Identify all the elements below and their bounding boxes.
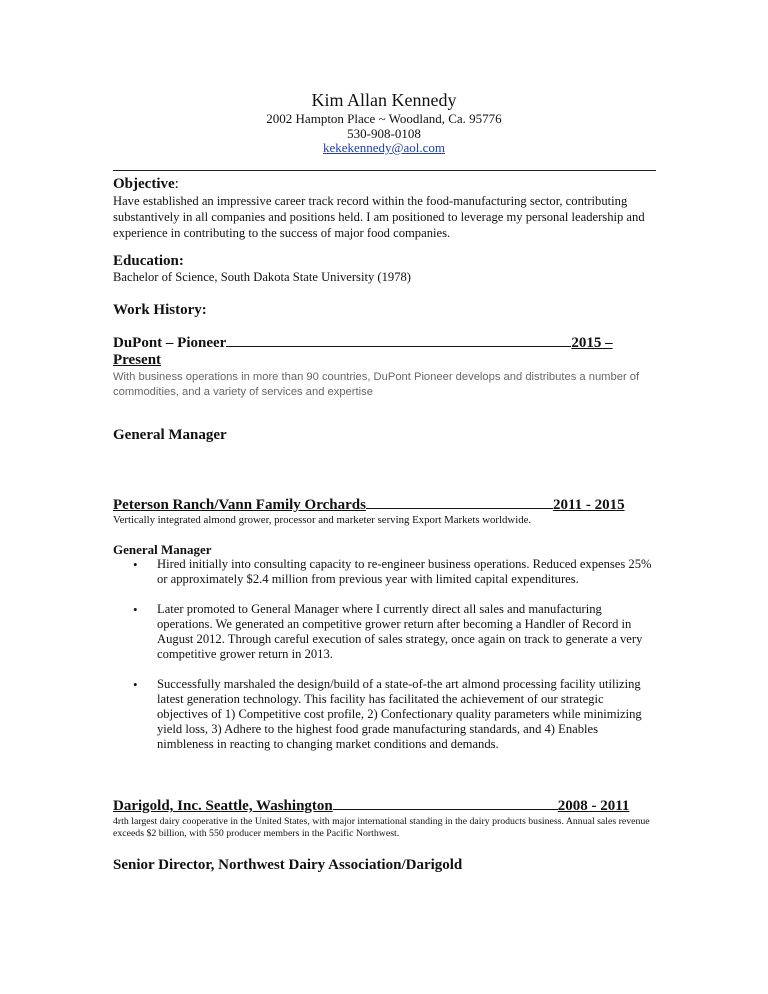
education-heading: Education:: [113, 253, 184, 269]
list-item-text: Hired initially into consulting capacity to re-engineer business operations. Reduced expenses 25% or approximately $2.4 million from previous year with limited capital expenditures.: [157, 557, 652, 586]
bullet-dot-icon: •: [133, 677, 138, 692]
job-description: Vertically integrated almond grower, processor and marketer serving Export Markets worldwide.: [113, 514, 532, 526]
list-item: [133, 677, 653, 752]
objective-text: Have established an impressive career track record within the food-manufacturing sector, contributing substantively in all companies and positions held. I am positioned to leverage my personal leadership and experience in contributing to the success of major food companies.: [113, 194, 645, 240]
job-dates-cont: Present: [113, 352, 162, 368]
list-item: [133, 602, 653, 662]
address: 2002 Hampton Place ~ Woodland, Ca. 95776: [266, 111, 502, 126]
job-role: Senior Director, Northwest Dairy Association/Darigold: [113, 857, 463, 873]
list-item: [133, 557, 653, 587]
phone: 530-908-0108: [347, 126, 421, 141]
job-role: General Manager: [113, 427, 227, 443]
job-dates: 2011 - 2015: [552, 497, 625, 513]
job-header-darigold: [113, 798, 653, 815]
underline-fill: [366, 507, 553, 509]
job-company: Peterson Ranch/Vann Family Orchards: [113, 497, 366, 513]
candidate-name: Kim Allan Kennedy: [311, 90, 457, 110]
underline-fill: [226, 345, 571, 347]
job-company: DuPont – Pioneer: [113, 335, 227, 351]
job-dates: 2015 –: [571, 335, 613, 351]
job-description: With business operations in more than 90 countries, DuPont Pioneer develops and distributes a number of commodities, and a variety of services and expertise: [113, 371, 640, 398]
bullet-dot-icon: •: [133, 602, 138, 617]
achievement-list: [133, 557, 653, 767]
job-header-peterson: [113, 497, 653, 514]
list-item-text: Later promoted to General Manager where I currently direct all sales and manufacturing operations. We generated an competitive grower return after becoming a Handler of Record in August 2012. Through careful execution of sales strategy, once again on track to generate a very competitive grower return in 2013.: [157, 602, 643, 661]
objective-title: Objective: [113, 176, 175, 192]
objective-colon: :: [174, 176, 179, 192]
job-company: Darigold, Inc. Seattle, Washington: [113, 798, 333, 814]
header-divider: [113, 170, 656, 171]
job-dates: 2008 - 2011: [557, 798, 630, 814]
email-link[interactable]: kekekennedy@aol.com: [322, 140, 446, 155]
job-header-dupont: [113, 335, 653, 352]
objective-heading: [113, 176, 179, 193]
work-history-heading: Work History:: [113, 302, 207, 318]
underline-fill: [333, 808, 558, 810]
education-text: Bachelor of Science, South Dakota State University (1978): [113, 270, 411, 284]
job-description: 4rth largest dairy cooperative in the United States, with major international standing in the dairy products business. Annual sales revenue exceeds $2 billion, with 550 producer members in the Pacific Northwest.: [113, 816, 650, 839]
job-role: General Manager: [113, 542, 212, 557]
bullet-dot-icon: •: [133, 557, 138, 572]
list-item-text: Successfully marshaled the design/build of a state-of-the art almond processing facility utilizing latest generation technology. This facility has facilitated the achievement of our strategic objectives of 1) Competitive cost profile, 2) Confectionary quality parameters while minimizing yield loss, 3) Adhere to the highest food grade manufacturing standards, and 4) Enables nimbleness in reacting to changing market conditions and demands.: [157, 677, 642, 751]
